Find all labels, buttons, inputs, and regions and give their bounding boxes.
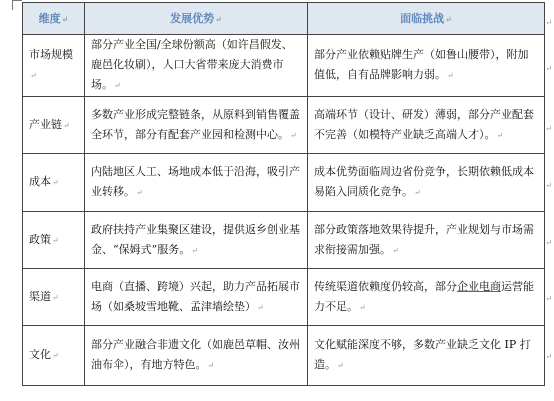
dimension-cell: 市场规模↵ bbox=[23, 35, 85, 97]
header-advantages: 发展优势↵ bbox=[85, 3, 308, 35]
advantages-cell: 多数产业形成完整链条，从原料到销售覆盖全环节，部分有配套产业园和检测中心。↵ bbox=[85, 97, 308, 154]
table-header-row bbox=[23, 3, 545, 35]
table-row bbox=[23, 35, 545, 97]
header-challenges: 面临挑战↵ bbox=[308, 3, 545, 35]
dimension-cell: 文化↵ bbox=[23, 326, 85, 386]
challenges-cell: 文化赋能深度不够，多数产业缺乏文化 IP 打造。↵ bbox=[308, 326, 545, 386]
dimension-cell: 政策↵ bbox=[23, 212, 85, 269]
advantages-cell: 电商（直播、跨境）兴起，助力产品拓展市场（如桑坡雪地靴、孟津墙绘垫）↵ bbox=[85, 269, 308, 326]
table-row bbox=[23, 97, 545, 154]
row-end-mark: ↵ bbox=[545, 181, 552, 190]
challenges-cell: 成本优势面临周边省份竞争，长期依赖低成本易陷入同质化竞争。↵ bbox=[308, 154, 545, 212]
comparison-table bbox=[22, 2, 545, 386]
row-end-mark: ↵ bbox=[545, 294, 552, 303]
challenges-cell: 部分政策落地效果待提升，产业规划与市场需求衔接需加强。↵ bbox=[308, 212, 545, 269]
row-end-mark: ↵ bbox=[545, 64, 552, 73]
row-end-mark: ↵ bbox=[545, 238, 552, 247]
challenges-cell: 传统渠道依赖度仍较高，部分企业电商运营能力不足。↵ bbox=[308, 269, 545, 326]
row-end-mark: ↵ bbox=[545, 124, 552, 133]
advantages-cell: 政府扶持产业集聚区建设，提供返乡创业基金、“保姆式”服务。↵ bbox=[85, 212, 308, 269]
row-end-mark: ↵ bbox=[545, 352, 552, 361]
dimension-cell: 成本↵ bbox=[23, 154, 85, 212]
header-dimension: 维度↵ bbox=[23, 3, 85, 35]
advantages-cell: 部分产业融合非遗文化（如鹿邑草帽、汝州油布伞），有地方特色。↵ bbox=[85, 326, 308, 386]
row-end-mark: ↵ bbox=[545, 18, 552, 27]
dimension-cell: 渠道↵ bbox=[23, 269, 85, 326]
table-row bbox=[23, 212, 545, 269]
table-corner-marker bbox=[12, 0, 22, 10]
table-row bbox=[23, 326, 545, 386]
challenges-cell: 部分产业依赖贴牌生产（如鲁山腰带），附加值低，自有品牌影响力弱。↵ bbox=[308, 35, 545, 97]
advantages-cell: 内陆地区人工、场地成本低于沿海，吸引产业转移。↵ bbox=[85, 154, 308, 212]
table-row bbox=[23, 154, 545, 212]
advantages-cell: 部分产业全国/全球份额高（如许昌假发、鹿邑化妆刷），人口大省带来庞大消费市场。↵ bbox=[85, 35, 308, 97]
challenges-cell: 高端环节（设计、研发）薄弱，部分产业配套不完善（如模特产业缺乏高端人才）。↵ bbox=[308, 97, 545, 154]
underlined-text: 企业电商 bbox=[457, 279, 501, 293]
table-row bbox=[23, 269, 545, 326]
dimension-cell: 产业链↵ bbox=[23, 97, 85, 154]
